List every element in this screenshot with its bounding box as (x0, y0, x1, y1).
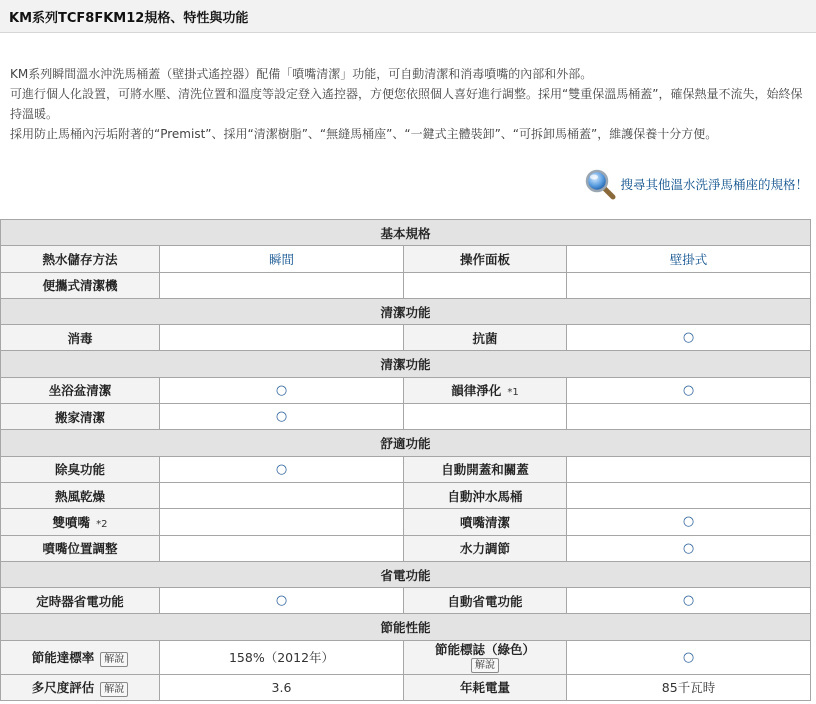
available-circle-icon: ○ (160, 377, 404, 403)
product-description (10, 64, 810, 144)
row-label: 消毒 (1, 325, 160, 351)
empty-cell (567, 272, 811, 298)
row-label: 熱水儲存方法 (1, 246, 160, 272)
table-row (1, 640, 811, 674)
empty-cell (404, 404, 567, 430)
empty-cell (404, 272, 567, 298)
row-label-text: 節能標誌（綠色） (434, 642, 535, 658)
row-value: 85千瓦時 (567, 674, 811, 700)
description-line: KM系列瞬間溫水沖洗馬桶蓋（壁掛式遙控器）配備「噴嘴清潔」功能，可自動清潔和消毒噴嘴的內部和外部。 (10, 67, 593, 81)
spec-table (0, 219, 811, 701)
explain-button[interactable]: 解說 (100, 682, 128, 697)
section-header: 基本規格 (1, 220, 811, 246)
search-link-label: 搜尋其他溫水洗淨馬桶座的規格！ (620, 177, 808, 192)
available-circle-icon: ○ (567, 640, 811, 674)
row-value (160, 272, 404, 298)
row-value (160, 325, 404, 351)
row-label: 搬家清潔 (1, 404, 160, 430)
table-row (1, 614, 811, 640)
table-row (1, 377, 811, 403)
table-row (1, 246, 811, 272)
footnote-marker: *1 (507, 387, 519, 399)
row-label: 自動省電功能 (404, 588, 567, 614)
section-header: 清潔功能 (1, 351, 811, 377)
table-row (1, 535, 811, 561)
magnifier-icon (584, 168, 616, 200)
explain-button[interactable]: 解說 (100, 652, 128, 667)
row-label: 水力調節 (404, 535, 567, 561)
table-row (1, 325, 811, 351)
page-title: KM系列TCF8FKM12規格、特性與功能 (0, 0, 816, 33)
table-row (1, 456, 811, 482)
row-label: 操作面板 (404, 246, 567, 272)
row-value (567, 456, 811, 482)
row-value (567, 482, 811, 508)
footnote-marker: *2 (96, 518, 108, 530)
row-label-text: 韻律淨化 (451, 383, 502, 399)
row-label (404, 377, 567, 403)
row-value (160, 482, 404, 508)
row-label: 自動開蓋和關蓋 (404, 456, 567, 482)
available-circle-icon: ○ (567, 325, 811, 351)
row-label: 年耗電量 (404, 674, 567, 700)
section-header: 清潔功能 (1, 298, 811, 324)
row-label: 抗菌 (404, 325, 567, 351)
table-row (1, 482, 811, 508)
row-label: 噴嘴清潔 (404, 509, 567, 535)
row-label (1, 509, 160, 535)
available-circle-icon: ○ (567, 509, 811, 535)
row-label-text: 多尺度評估 (31, 679, 95, 695)
row-value (160, 535, 404, 561)
row-label: 定時器省電功能 (1, 588, 160, 614)
row-label: 熱風乾燥 (1, 482, 160, 508)
available-circle-icon: ○ (160, 404, 404, 430)
available-circle-icon: ○ (567, 377, 811, 403)
explain-button[interactable]: 解說 (471, 658, 499, 673)
description-line: 採用防止馬桶內污垢附著的“Premist”、採用“清潔樹脂”、“無縫馬桶座”、“一鍵式主體裝卸”、“可拆卸馬桶蓋”，維護保養十分方便。 (10, 127, 718, 141)
row-label-text: 雙噴嘴 (52, 514, 91, 530)
available-circle-icon: ○ (160, 588, 404, 614)
row-label: 噴嘴位置調整 (1, 535, 160, 561)
table-row (1, 509, 811, 535)
section-header: 舒適功能 (1, 430, 811, 456)
available-circle-icon: ○ (160, 456, 404, 482)
available-circle-icon: ○ (567, 535, 811, 561)
table-row (1, 561, 811, 587)
description-line: 可進行個人化設置，可將水壓、清洗位置和溫度等設定登入遙控器，方便您依照個人喜好進行調整。採用“雙重保溫馬桶蓋”，確保熱量不流失，始終保持溫暖。 (10, 87, 803, 121)
row-value: 3.6 (160, 674, 404, 700)
row-label: 除臭功能 (1, 456, 160, 482)
section-header: 省電功能 (1, 561, 811, 587)
row-value: 158%（2012年） (160, 640, 404, 674)
row-label (1, 674, 160, 700)
row-label (404, 640, 567, 674)
row-label: 坐浴盆清潔 (1, 377, 160, 403)
table-row (1, 588, 811, 614)
table-row (1, 404, 811, 430)
table-row (1, 430, 811, 456)
table-row (1, 674, 811, 700)
section-header: 節能性能 (1, 614, 811, 640)
row-label: 自動沖水馬桶 (404, 482, 567, 508)
storage-method-link[interactable]: 瞬間 (160, 246, 404, 272)
table-row (1, 298, 811, 324)
table-row (1, 351, 811, 377)
row-label (1, 640, 160, 674)
row-label-text: 節能達標率 (31, 649, 95, 665)
control-panel-link[interactable]: 壁掛式 (567, 246, 811, 272)
empty-cell (567, 404, 811, 430)
row-label: 便攜式清潔機 (1, 272, 160, 298)
table-row (1, 220, 811, 246)
row-value (160, 509, 404, 535)
available-circle-icon: ○ (567, 588, 811, 614)
search-other-specs-link[interactable] (584, 168, 808, 200)
table-row (1, 272, 811, 298)
